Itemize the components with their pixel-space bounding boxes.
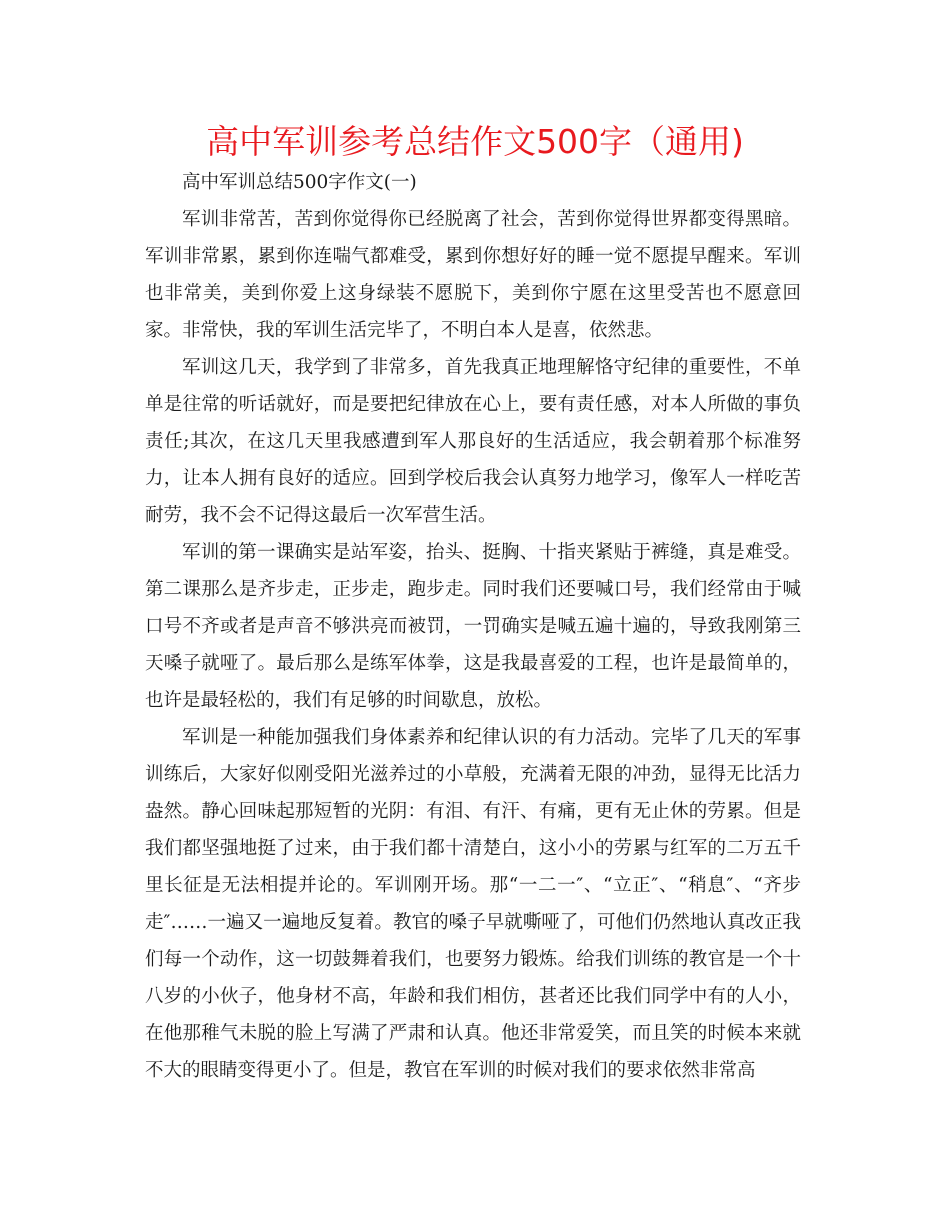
document-subtitle: 高中军训总结500字作文(一) bbox=[182, 172, 417, 193]
document-body bbox=[145, 164, 801, 1089]
paragraph-1: 军训非常苦，苦到你觉得你已经脱离了社会，苦到你觉得世界都变得黑暗。军训非常累，累到你连喘气都难受，累到你想好好的睡一觉不愿提早醒来。军训也非常美，美到你爱上这身绿装不愿脱下，美到你宁愿在这里受苦也不愿意回家。非常快，我的军训生活完毕了，不明白本人是喜，依然悲。 bbox=[145, 209, 801, 341]
paragraph-3: 军训的第一课确实是站军姿，抬头、挺胸、十指夹紧贴于裤缝，真是难受。第二课那么是齐步走，正步走，跑步走。同时我们还要喊口号，我们经常由于喊口号不齐或者是声音不够洪亮而被罚，一罚确实是喊五遍十遍的，导致我刚第三天嗓子就哑了。最后那么是练军体拳，这是我最喜爱的工程，也许是最简单的，也许是最轻松的，我们有足够的时间歇息，放松。 bbox=[145, 542, 801, 711]
paragraph-4: 军训是一种能加强我们身体素养和纪律认识的有力活动。完毕了几天的军事训练后，大家好似刚受阳光滋养过的小草般，充满着无限的冲劲，显得无比活力盎然。静心回味起那短暂的光阴：有泪、有汗、有痛，更有无止休的劳累。但是我们都坚强地挺了过来，由于我们都十清楚白，这小小的劳累与红军的二万五千里长征是无法相提并论的。军训刚开场。那“一二一″、“立正″、“稍息″、“齐步走″……一遍又一遍地反复着。教官的嗓子早就嘶哑了，可他们仍然地认真改正我们每一个动作，这一切鼓舞着我们，也要努力锻炼。给我们训练的教官是一个十八岁的小伙子，他身材不高，年龄和我们相仿，甚者还比我们同学中有的人小，在他那稚气未脱的脸上写满了严肃和认真。他还非常爱笑，而且笑的时候本来就不大的眼睛变得更小了。但是，教官在军训的时候对我们的要求依然非常高 bbox=[145, 727, 801, 1081]
paragraph-2: 军训这几天，我学到了非常多，首先我真正地理解恪守纪律的重要性，不单单是往常的听话就好，而是要把纪律放在心上，要有责任感，对本人所做的事负责任;其次，在这几天里我感遭到军人那良好的生活适应，我会朝着那个标准努力，让本人拥有良好的适应。回到学校后我会认真努力地学习，像军人一样吃苦耐劳，我不会不记得这最后一次军营生活。 bbox=[145, 357, 801, 526]
document-title: 高中军训参考总结作文500字（通用) bbox=[206, 122, 744, 161]
